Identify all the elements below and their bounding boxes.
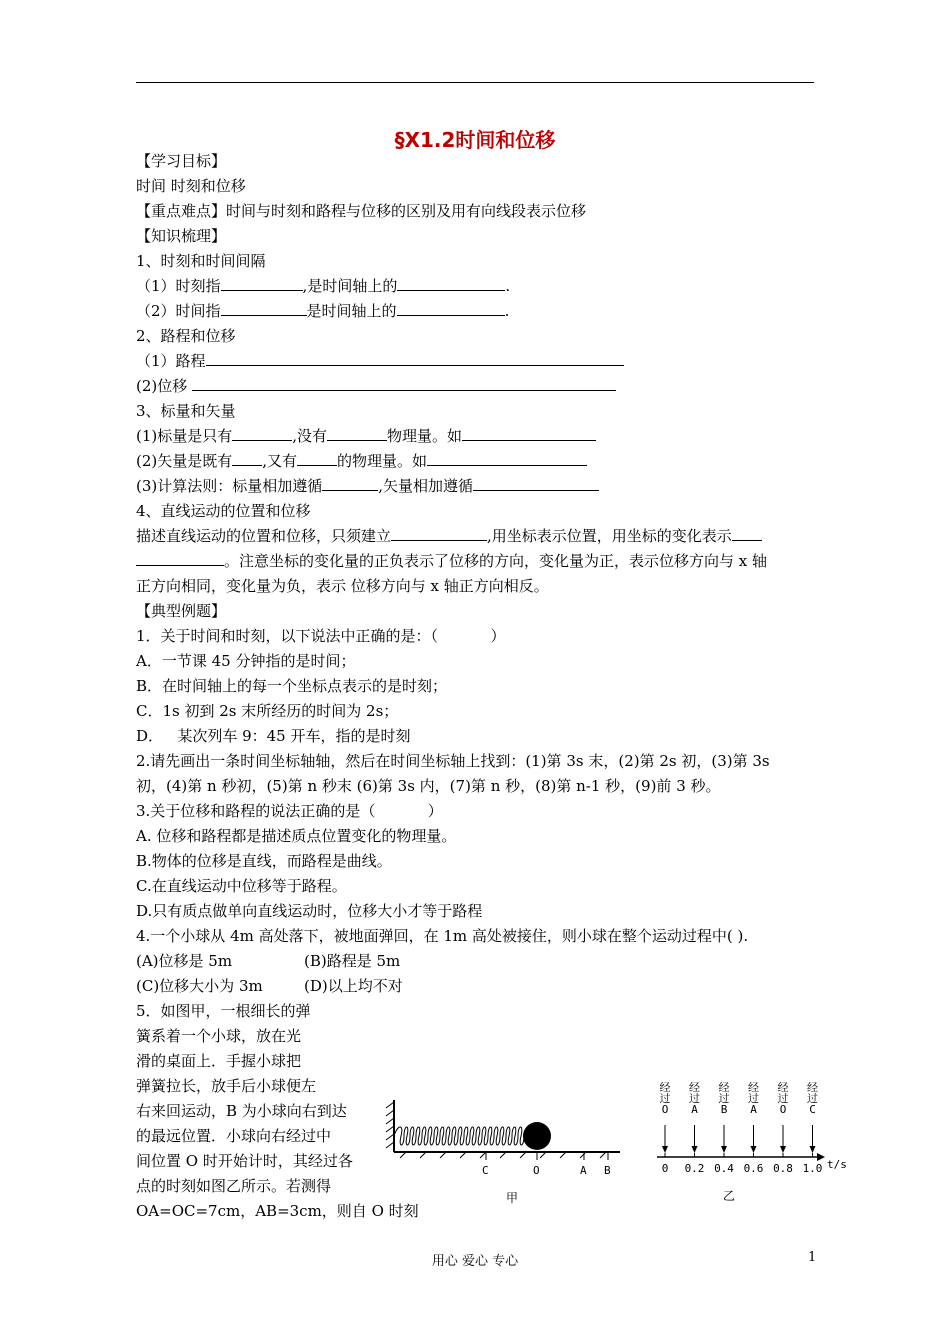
blank <box>221 301 307 316</box>
item-3-2: (2)矢量是既有 ,又有 的物理量。如 <box>136 451 587 471</box>
q4-options-row-1: (A)位移是 5m (B)路程是 5m <box>136 952 401 970</box>
q3-option-b: B.物体的位移是直线，而路程是曲线。 <box>136 852 392 870</box>
question-5-line-7: 间位置 O 时开始计时，其经过各 <box>136 1152 353 1170</box>
event-arrow-head <box>692 1146 698 1153</box>
blank <box>397 301 505 316</box>
event-label-char: 经 <box>748 1081 759 1094</box>
event-label-char: 过 <box>807 1092 818 1105</box>
item-3-3: (3)计算法则：标量相加遵循 ,矢量相加遵循 <box>136 476 599 496</box>
event-label-char: 经 <box>689 1081 700 1094</box>
label-o: O <box>533 1164 540 1177</box>
blank <box>232 426 292 441</box>
axis-arrow <box>817 1153 825 1161</box>
blank <box>391 526 487 541</box>
item-1-1: （1）时刻指 ,是时间轴上的 . <box>136 277 511 295</box>
event-label-char: 过 <box>748 1092 759 1105</box>
blank <box>322 476 378 491</box>
tick-label: 1.0 <box>802 1162 823 1175</box>
q1-option-c: C．1s 初到 2s 末所经历的时间为 2s； <box>136 702 399 720</box>
label-a: A <box>580 1164 587 1177</box>
key-points: 【重点难点】时间与时刻和路程与位移的区别及用有向线段表示位移 <box>136 202 587 220</box>
event-label-char: 经 <box>777 1081 789 1094</box>
blank <box>206 351 624 366</box>
caption-jia: 甲 <box>506 1191 519 1205</box>
question-5-line-5: 右来回运动，B 为小球向右到达 <box>136 1102 347 1120</box>
event-label-char: C <box>809 1103 816 1116</box>
item-4-para-1: 描述直线运动的位置和位移，只须建立 ,用坐标表示位置，用坐标的变化表示 <box>136 526 762 546</box>
event-label-char: 过 <box>689 1092 700 1105</box>
item-1-2: （2）时间指 是时间轴上的 . <box>136 302 510 320</box>
item-2-1: （1）路程 <box>136 351 624 371</box>
q3-option-a: A. 位移和路程都是描述质点位置变化的物理量。 <box>136 827 457 845</box>
tick-label: 0.4 <box>714 1162 734 1175</box>
event-arrow-head <box>751 1146 757 1153</box>
event-label-char: 过 <box>659 1092 671 1105</box>
q1-option-d: D． 某次列车 9：45 开车，指的是时刻 <box>136 727 411 745</box>
axis-label: t/s <box>827 1158 847 1171</box>
section-heading-goals: 【学习目标】 <box>136 152 227 170</box>
q3-option-d: D.只有质点做单向直线运动时，位移大小才等于路程 <box>136 902 483 920</box>
event-label-char: B <box>720 1103 728 1116</box>
q4-options-row-2: (C)位移大小为 3m (D)以上均不对 <box>136 977 403 995</box>
tick-label: 0.6 <box>743 1162 764 1175</box>
label-c: C <box>482 1164 489 1177</box>
item-4-heading: 4、直线运动的位置和位移 <box>136 502 311 520</box>
header-rule <box>136 82 814 83</box>
blank <box>192 376 616 391</box>
footer-text: 用心 爱心 专心 <box>431 1254 519 1269</box>
item-3-heading: 3、标量和矢量 <box>136 402 236 420</box>
q1-option-a: A．一节课 45 分钟指的是时间； <box>136 652 356 670</box>
event-label-char: 过 <box>718 1092 730 1105</box>
item-1-heading: 1、时刻和时间间隔 <box>136 252 266 270</box>
spring <box>394 1127 524 1145</box>
blank <box>473 476 599 491</box>
event-label-char: 经 <box>659 1081 671 1094</box>
question-5-line-1: 5．如图甲，一根细长的弹 <box>136 1002 311 1020</box>
question-2-line-2: 初，(4)第 n 秒初，(5)第 n 秒末 (6)第 3s 内，(7)第 n 秒，(8)第 n-1 秒，(9)前 3 秒。 <box>136 777 721 795</box>
blank <box>732 526 762 541</box>
blank <box>232 451 262 466</box>
q1-option-b: B．在时间轴上的每一个坐标点表示的是时刻； <box>136 677 448 695</box>
event-label-char: O <box>779 1103 787 1116</box>
event-arrow-head <box>810 1146 816 1153</box>
blank <box>136 551 224 566</box>
tick-label: 0.2 <box>684 1162 705 1175</box>
blank <box>427 451 587 466</box>
event-label-char: 经 <box>718 1081 730 1094</box>
blank <box>397 276 505 291</box>
goals-text: 时间 时刻和位移 <box>136 177 246 195</box>
page-number: 1 <box>808 1250 817 1265</box>
section-heading-examples: 【典型例题】 <box>136 602 227 620</box>
question-4: 4.一个小球从 4m 高处落下，被地面弹回，在 1m 高处被接住，则小球在整个运动过程中( ). <box>136 927 749 945</box>
section-heading-review: 【知识梳理】 <box>136 227 227 245</box>
caption-yi: 乙 <box>723 1189 736 1203</box>
question-2-line-1: 2.请先画出一条时间坐标轴轴，然后在时间坐标轴上找到：(1)第 3s 末，(2)第 2s 初，(3)第 3s <box>136 752 770 770</box>
blank <box>297 451 337 466</box>
item-2-2: (2)位移 <box>136 376 616 396</box>
blank <box>221 276 303 291</box>
question-3: 3.关于位移和路程的说法正确的是（ ） <box>136 802 443 820</box>
event-label-char: A <box>750 1103 757 1116</box>
blank <box>462 426 596 441</box>
question-1: 1．关于时间和时刻，以下说法中正确的是：（ ） <box>136 627 506 645</box>
item-4-para-2: 。注意坐标的变化量的正负表示了位移的方向，变化量为正，表示位移方向与 x 轴 <box>136 551 767 571</box>
event-label-char: O <box>661 1103 669 1116</box>
q3-option-c: C.在直线运动中位移等于路程。 <box>136 877 347 895</box>
question-5-line-3: 滑的桌面上．手握小球把 <box>136 1052 302 1070</box>
tick-label: 0.8 <box>773 1162 793 1175</box>
ball <box>523 1122 551 1150</box>
question-5-line-6: 的最远位置．小球向右经过中 <box>136 1127 332 1145</box>
figure-time-axis <box>645 1078 855 1203</box>
question-5-line-9: OA=OC=7cm，AB=3cm，则自 O 时刻 <box>136 1202 419 1220</box>
event-arrow-head <box>662 1146 668 1153</box>
figure-spring-ball <box>380 1090 630 1215</box>
item-4-para-3: 正方向相同，变化量为负，表示 位移方向与 x 轴正方向相反。 <box>136 577 549 595</box>
event-arrow-head <box>780 1146 786 1153</box>
question-5-line-2: 簧系着一个小球，放在光 <box>136 1027 302 1045</box>
event-label-char: 经 <box>807 1081 818 1094</box>
blank <box>327 426 387 441</box>
page-title: §X1.2时间和位移 <box>394 128 556 152</box>
event-arrow-head <box>721 1146 727 1153</box>
label-b: B <box>604 1164 611 1177</box>
question-5-line-8: 点的时刻如图乙所示。若测得 <box>136 1177 332 1195</box>
question-5-line-4: 弹簧拉长，放手后小球便左 <box>136 1077 317 1095</box>
item-3-1: (1)标量是只有 ,没有 物理量。如 <box>136 426 596 446</box>
event-label-char: A <box>691 1103 698 1116</box>
item-2-heading: 2、路程和位移 <box>136 327 236 345</box>
tick-label: 0 <box>661 1162 669 1175</box>
event-label-char: 过 <box>777 1092 789 1105</box>
